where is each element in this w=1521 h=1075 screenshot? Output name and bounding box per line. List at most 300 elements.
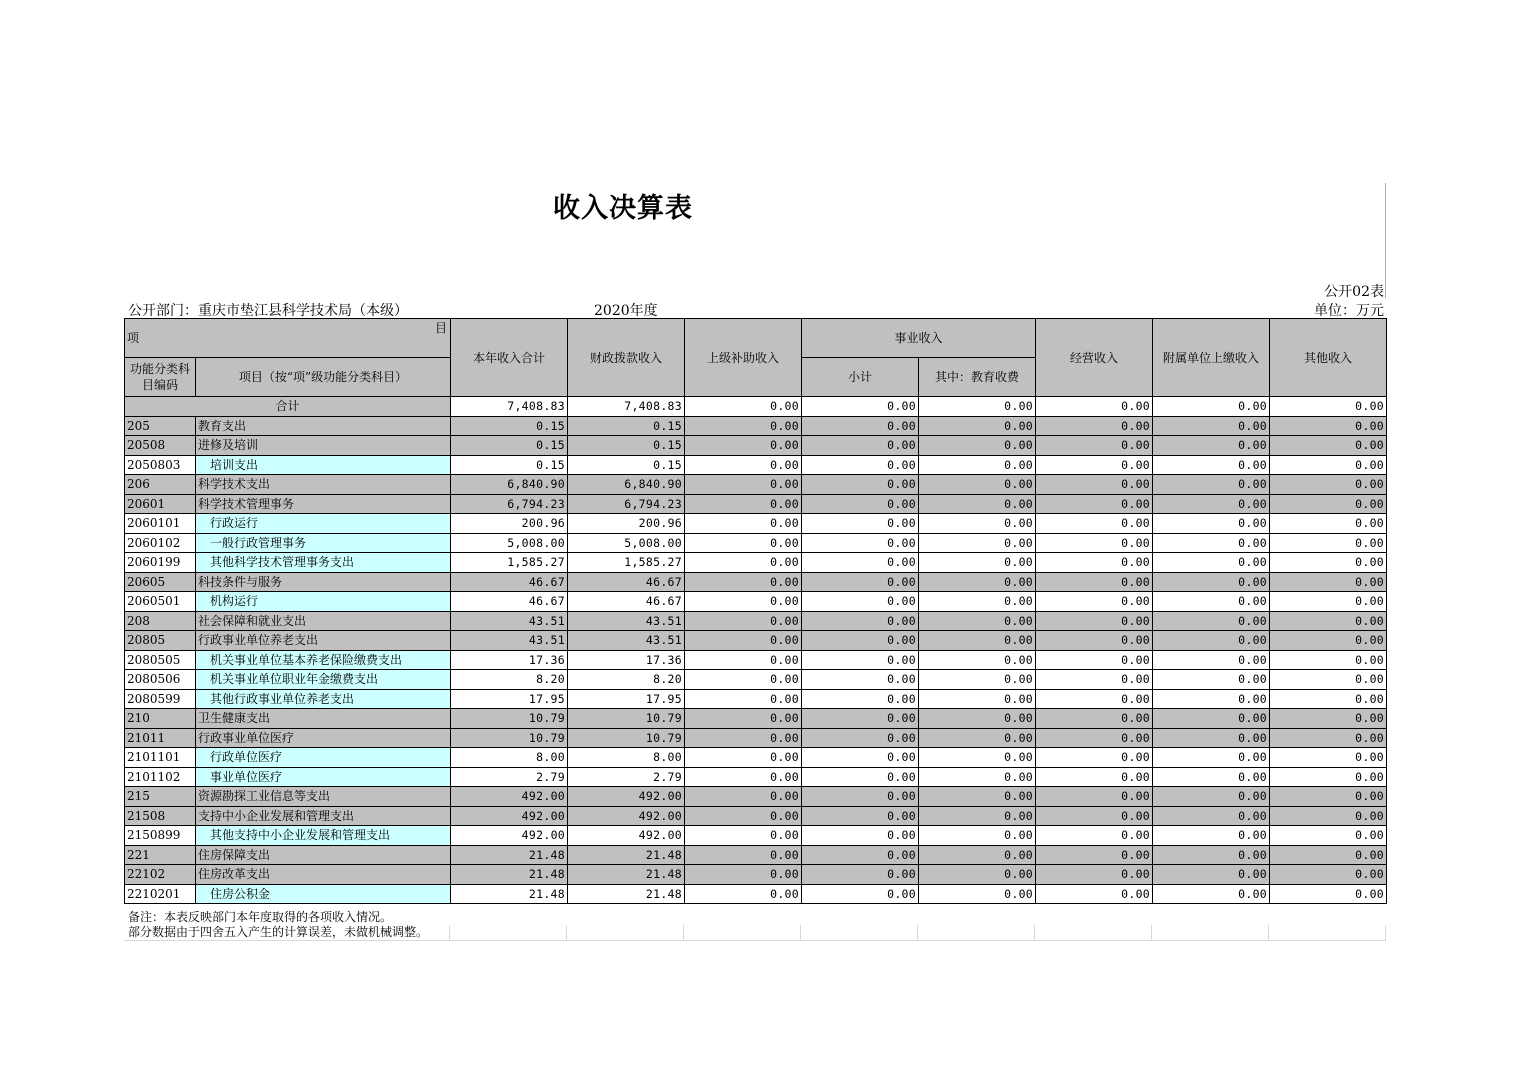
- row-value: 0.00: [1270, 572, 1387, 592]
- total-label: 合计: [125, 397, 451, 417]
- row-value: 0.15: [568, 436, 685, 456]
- row-value: 10.79: [451, 728, 568, 748]
- row-value: 492.00: [451, 787, 568, 807]
- table-body: [125, 397, 1387, 904]
- total-cell: 0.00: [1036, 397, 1153, 417]
- row-value: 0.00: [685, 709, 802, 729]
- row-value: 0.00: [1153, 611, 1270, 631]
- table-row: [125, 455, 1387, 475]
- row-value: 17.95: [568, 689, 685, 709]
- row-name: 行政事业单位医疗: [196, 728, 451, 748]
- row-value: 0.00: [802, 826, 919, 846]
- form-number: 公开02表: [1324, 284, 1384, 300]
- row-value: 21.48: [568, 884, 685, 904]
- row-value: 1,585.27: [568, 553, 685, 573]
- row-value: 0.00: [685, 806, 802, 826]
- header-affiliate: 附属单位上缴收入: [1153, 319, 1270, 397]
- row-value: 0.00: [1153, 787, 1270, 807]
- row-value: 0.00: [1036, 416, 1153, 436]
- row-value: 43.51: [568, 611, 685, 631]
- row-value: 492.00: [568, 826, 685, 846]
- row-value: 0.00: [802, 689, 919, 709]
- row-value: 0.00: [1036, 767, 1153, 787]
- note-cell-divider: [1034, 925, 1035, 940]
- row-value: 0.00: [685, 592, 802, 612]
- row-value: 0.00: [1270, 611, 1387, 631]
- row-value: 0.00: [1153, 436, 1270, 456]
- row-value: 0.00: [1153, 475, 1270, 495]
- note-cell-divider: [800, 925, 801, 940]
- row-code: 2050803: [125, 455, 196, 475]
- row-value: 0.00: [1036, 787, 1153, 807]
- row-name: 社会保障和就业支出: [196, 611, 451, 631]
- row-value: 6,840.90: [451, 475, 568, 495]
- row-value: 200.96: [568, 514, 685, 534]
- row-value: 0.00: [919, 748, 1036, 768]
- table-row: [125, 533, 1387, 553]
- row-value: 0.00: [919, 689, 1036, 709]
- row-code: 2210201: [125, 884, 196, 904]
- row-value: 0.00: [802, 494, 919, 514]
- row-code: 21011: [125, 728, 196, 748]
- note-cell-divider: [917, 925, 918, 940]
- row-value: 0.00: [802, 845, 919, 865]
- row-value: 0.00: [919, 787, 1036, 807]
- row-value: 0.00: [1036, 631, 1153, 651]
- row-value: 0.00: [1153, 806, 1270, 826]
- row-value: 492.00: [568, 787, 685, 807]
- row-value: 0.00: [1270, 631, 1387, 651]
- row-code: 208: [125, 611, 196, 631]
- row-value: 0.00: [1270, 533, 1387, 553]
- note-cell-divider: [1268, 925, 1269, 940]
- row-value: 0.00: [1153, 514, 1270, 534]
- row-value: 46.67: [451, 592, 568, 612]
- row-value: 0.00: [685, 494, 802, 514]
- row-code: 2150899: [125, 826, 196, 846]
- row-value: 17.95: [451, 689, 568, 709]
- row-value: 0.00: [919, 416, 1036, 436]
- row-value: 0.00: [802, 611, 919, 631]
- row-value: 0.00: [685, 533, 802, 553]
- note-rounding-row: [124, 925, 1386, 941]
- row-value: 0.00: [919, 767, 1036, 787]
- row-value: 0.00: [919, 553, 1036, 573]
- table-row: [125, 865, 1387, 885]
- header-xiang: 项: [127, 331, 140, 345]
- row-value: 8.00: [568, 748, 685, 768]
- row-value: 0.00: [1153, 416, 1270, 436]
- row-value: 0.00: [1036, 475, 1153, 495]
- row-code: 2060102: [125, 533, 196, 553]
- note-cell-divider: [566, 925, 567, 940]
- row-value: 46.67: [568, 592, 685, 612]
- row-name: 其他科学技术管理事务支出: [196, 553, 451, 573]
- row-value: 0.00: [802, 806, 919, 826]
- row-value: 0.00: [1036, 670, 1153, 690]
- row-value: 0.00: [1270, 845, 1387, 865]
- table-row: [125, 611, 1387, 631]
- row-value: 0.00: [1153, 592, 1270, 612]
- row-value: 0.00: [1270, 436, 1387, 456]
- row-value: 0.00: [1036, 865, 1153, 885]
- table-row: [125, 436, 1387, 456]
- row-value: 0.00: [919, 592, 1036, 612]
- row-value: 1,585.27: [451, 553, 568, 573]
- table-row: [125, 514, 1387, 534]
- row-value: 0.00: [1270, 826, 1387, 846]
- row-value: 10.79: [451, 709, 568, 729]
- row-value: 0.00: [1036, 845, 1153, 865]
- row-value: 0.00: [1153, 748, 1270, 768]
- row-value: 10.79: [568, 709, 685, 729]
- table-row: [125, 494, 1387, 514]
- row-value: 0.00: [685, 572, 802, 592]
- row-value: 2.79: [568, 767, 685, 787]
- row-name: 科学技术支出: [196, 475, 451, 495]
- row-name: 培训支出: [196, 455, 451, 475]
- row-name: 卫生健康支出: [196, 709, 451, 729]
- table-row: [125, 475, 1387, 495]
- row-value: 0.00: [919, 865, 1036, 885]
- row-value: 0.00: [1270, 416, 1387, 436]
- table-row: [125, 416, 1387, 436]
- row-value: 0.00: [919, 611, 1036, 631]
- row-value: 43.51: [451, 631, 568, 651]
- row-value: 0.00: [685, 514, 802, 534]
- row-value: 0.00: [1153, 728, 1270, 748]
- total-cell: 7,408.83: [451, 397, 568, 417]
- row-value: 0.00: [1270, 494, 1387, 514]
- row-value: 21.48: [568, 845, 685, 865]
- row-name: 机关事业单位基本养老保险缴费支出: [196, 650, 451, 670]
- row-name: 机构运行: [196, 592, 451, 612]
- unit-label: 单位：万元: [1314, 303, 1384, 319]
- row-value: 0.00: [1270, 592, 1387, 612]
- row-value: 0.00: [802, 592, 919, 612]
- row-value: 0.00: [802, 553, 919, 573]
- header-business: 经营收入: [1036, 319, 1153, 397]
- row-value: 0.00: [1270, 787, 1387, 807]
- row-value: 0.00: [1153, 826, 1270, 846]
- row-name: 行政单位医疗: [196, 748, 451, 768]
- table-row: [125, 806, 1387, 826]
- row-value: 0.00: [919, 845, 1036, 865]
- row-name: 住房公积金: [196, 884, 451, 904]
- header-code: 功能分类科目编码: [125, 358, 196, 397]
- row-value: 0.00: [1036, 709, 1153, 729]
- header-fiscal: 财政拨款收入: [568, 319, 685, 397]
- department-label: 公开部门：重庆市垫江县科学技术局（本级）: [128, 303, 408, 319]
- row-value: 0.00: [685, 787, 802, 807]
- page-right-rule: [1385, 183, 1386, 298]
- table-row: [125, 553, 1387, 573]
- row-value: 0.00: [1270, 689, 1387, 709]
- row-value: 0.00: [1153, 865, 1270, 885]
- row-name: 科学技术管理事务: [196, 494, 451, 514]
- header-career-edu: 其中：教育收费: [919, 358, 1036, 397]
- row-value: 0.15: [451, 416, 568, 436]
- row-value: 46.67: [568, 572, 685, 592]
- row-value: 0.15: [568, 416, 685, 436]
- row-value: 0.00: [919, 455, 1036, 475]
- row-name: 事业单位医疗: [196, 767, 451, 787]
- row-value: 0.00: [685, 884, 802, 904]
- row-value: 0.00: [802, 631, 919, 651]
- page-title: 收入决算表: [553, 193, 693, 224]
- note-cell-divider: [1151, 925, 1152, 940]
- row-value: 21.48: [451, 865, 568, 885]
- row-value: 8.00: [451, 748, 568, 768]
- row-value: 0.00: [685, 689, 802, 709]
- row-name: 支持中小企业发展和管理支出: [196, 806, 451, 826]
- row-value: 0.00: [919, 650, 1036, 670]
- row-value: 43.51: [451, 611, 568, 631]
- header-total: 本年收入合计: [451, 319, 568, 397]
- income-table: [124, 318, 1387, 904]
- row-value: 0.00: [1036, 748, 1153, 768]
- table-row: [125, 845, 1387, 865]
- total-cell: 0.00: [1270, 397, 1387, 417]
- row-value: 0.00: [919, 533, 1036, 553]
- row-code: 20805: [125, 631, 196, 651]
- total-cell: 7,408.83: [568, 397, 685, 417]
- row-code: 2101101: [125, 748, 196, 768]
- row-value: 0.00: [685, 611, 802, 631]
- row-value: 6,794.23: [568, 494, 685, 514]
- table-row: [125, 592, 1387, 612]
- row-code: 2060501: [125, 592, 196, 612]
- row-value: 0.00: [802, 572, 919, 592]
- row-name: 一般行政管理事务: [196, 533, 451, 553]
- row-value: 0.00: [919, 631, 1036, 651]
- row-value: 0.00: [1036, 553, 1153, 573]
- row-code: 206: [125, 475, 196, 495]
- row-value: 492.00: [451, 806, 568, 826]
- row-name: 住房保障支出: [196, 845, 451, 865]
- row-value: 0.00: [919, 475, 1036, 495]
- row-value: 0.00: [1036, 884, 1153, 904]
- row-value: 21.48: [451, 884, 568, 904]
- note-cell-divider: [683, 925, 684, 940]
- row-value: 492.00: [451, 826, 568, 846]
- row-value: 0.00: [1036, 514, 1153, 534]
- row-name: 住房改革支出: [196, 865, 451, 885]
- row-name: 其他支持中小企业发展和管理支出: [196, 826, 451, 846]
- row-value: 0.00: [1153, 533, 1270, 553]
- row-code: 22102: [125, 865, 196, 885]
- row-code: 2080505: [125, 650, 196, 670]
- row-value: 0.00: [802, 884, 919, 904]
- row-value: 0.00: [1036, 533, 1153, 553]
- row-name: 行政事业单位养老支出: [196, 631, 451, 651]
- row-value: 43.51: [568, 631, 685, 651]
- row-code: 21508: [125, 806, 196, 826]
- row-value: 0.00: [802, 670, 919, 690]
- row-value: 0.00: [802, 475, 919, 495]
- row-value: 0.15: [451, 455, 568, 475]
- row-value: 0.00: [685, 416, 802, 436]
- row-value: 0.00: [685, 826, 802, 846]
- header-name: 项目（按“项”级功能分类科目）: [196, 358, 451, 397]
- row-value: 8.20: [451, 670, 568, 690]
- row-value: 0.00: [1270, 748, 1387, 768]
- row-value: 0.00: [1153, 845, 1270, 865]
- row-value: 0.00: [685, 845, 802, 865]
- row-value: 10.79: [568, 728, 685, 748]
- row-value: 17.36: [568, 650, 685, 670]
- row-code: 210: [125, 709, 196, 729]
- row-value: 0.00: [685, 553, 802, 573]
- row-value: 0.00: [1153, 553, 1270, 573]
- row-value: 0.00: [802, 787, 919, 807]
- row-value: 46.67: [451, 572, 568, 592]
- row-value: 0.00: [1270, 650, 1387, 670]
- row-value: 0.00: [1270, 767, 1387, 787]
- row-code: 221: [125, 845, 196, 865]
- table-header: [125, 319, 1387, 397]
- total-cell: 0.00: [802, 397, 919, 417]
- note-remark: 备注：本表反映部门本年度取得的各项收入情况。: [128, 910, 393, 924]
- table-row: [125, 631, 1387, 651]
- row-code: 2060101: [125, 514, 196, 534]
- row-value: 0.00: [919, 572, 1036, 592]
- row-code: 20605: [125, 572, 196, 592]
- row-code: 215: [125, 787, 196, 807]
- row-value: 0.00: [802, 650, 919, 670]
- total-row: [125, 397, 1387, 417]
- row-value: 0.00: [802, 748, 919, 768]
- note-cell-divider: [1385, 925, 1386, 940]
- fiscal-year: 2020年度: [594, 303, 658, 319]
- row-value: 0.00: [685, 436, 802, 456]
- row-value: 0.00: [685, 865, 802, 885]
- row-value: 21.48: [451, 845, 568, 865]
- note-cell-divider: [449, 925, 450, 940]
- row-value: 0.00: [1036, 689, 1153, 709]
- row-value: 0.00: [1153, 650, 1270, 670]
- row-value: 0.00: [1270, 455, 1387, 475]
- row-value: 5,008.00: [451, 533, 568, 553]
- row-value: 0.00: [1270, 670, 1387, 690]
- row-value: 5,008.00: [568, 533, 685, 553]
- row-code: 20601: [125, 494, 196, 514]
- row-name: 科技条件与服务: [196, 572, 451, 592]
- row-value: 0.00: [802, 865, 919, 885]
- row-value: 200.96: [451, 514, 568, 534]
- row-value: 0.00: [1270, 728, 1387, 748]
- row-value: 0.00: [802, 709, 919, 729]
- header-mu: 目: [435, 321, 448, 335]
- row-value: 0.00: [802, 728, 919, 748]
- table-row: [125, 826, 1387, 846]
- row-value: 17.36: [451, 650, 568, 670]
- row-value: 0.00: [1036, 494, 1153, 514]
- row-value: 21.48: [568, 865, 685, 885]
- table-row: [125, 650, 1387, 670]
- row-value: 0.00: [802, 767, 919, 787]
- row-value: 0.00: [685, 728, 802, 748]
- total-cell: 0.00: [919, 397, 1036, 417]
- row-value: 0.00: [1036, 436, 1153, 456]
- table-row: [125, 572, 1387, 592]
- row-value: 0.00: [685, 455, 802, 475]
- table-row: [125, 728, 1387, 748]
- header-career-subtotal: 小计: [802, 358, 919, 397]
- row-value: 0.00: [802, 514, 919, 534]
- row-value: 0.00: [1270, 709, 1387, 729]
- row-code: 2101102: [125, 767, 196, 787]
- row-value: 0.00: [919, 514, 1036, 534]
- row-code: 2060199: [125, 553, 196, 573]
- row-value: 0.00: [1036, 650, 1153, 670]
- row-value: 0.00: [1036, 826, 1153, 846]
- row-value: 0.00: [919, 436, 1036, 456]
- row-value: 0.00: [1153, 884, 1270, 904]
- row-value: 0.00: [1036, 728, 1153, 748]
- header-career: 事业收入: [802, 319, 1036, 358]
- table-row: [125, 709, 1387, 729]
- row-value: 0.00: [1153, 709, 1270, 729]
- table-row: [125, 689, 1387, 709]
- row-value: 0.00: [685, 767, 802, 787]
- row-value: 0.00: [1036, 572, 1153, 592]
- row-value: 0.00: [1270, 884, 1387, 904]
- row-value: 8.20: [568, 670, 685, 690]
- row-value: 0.00: [1036, 806, 1153, 826]
- row-value: 492.00: [568, 806, 685, 826]
- row-value: 0.00: [919, 670, 1036, 690]
- row-value: 0.00: [802, 416, 919, 436]
- row-value: 0.00: [685, 748, 802, 768]
- row-name: 进修及培训: [196, 436, 451, 456]
- row-value: 0.00: [802, 455, 919, 475]
- row-name: 其他行政事业单位养老支出: [196, 689, 451, 709]
- row-value: 0.00: [1270, 514, 1387, 534]
- row-value: 0.00: [1153, 689, 1270, 709]
- row-value: 2.79: [451, 767, 568, 787]
- row-value: 0.00: [919, 826, 1036, 846]
- row-value: 0.00: [685, 631, 802, 651]
- header-other: 其他收入: [1270, 319, 1387, 397]
- table-row: [125, 670, 1387, 690]
- row-value: 0.00: [1153, 670, 1270, 690]
- header-xiang-mu: [125, 319, 451, 358]
- row-value: 0.00: [1270, 865, 1387, 885]
- row-value: 0.00: [1153, 572, 1270, 592]
- row-value: 0.00: [1153, 455, 1270, 475]
- row-value: 0.00: [1153, 767, 1270, 787]
- row-name: 机关事业单位职业年金缴费支出: [196, 670, 451, 690]
- row-value: 0.00: [1270, 475, 1387, 495]
- row-value: 0.00: [802, 533, 919, 553]
- row-value: 6,840.90: [568, 475, 685, 495]
- row-value: 0.00: [1036, 592, 1153, 612]
- header-superior: 上级补助收入: [685, 319, 802, 397]
- row-code: 20508: [125, 436, 196, 456]
- row-value: 0.00: [1270, 553, 1387, 573]
- table-row: [125, 748, 1387, 768]
- row-value: 6,794.23: [451, 494, 568, 514]
- row-code: 2080599: [125, 689, 196, 709]
- table-row: [125, 767, 1387, 787]
- row-value: 0.00: [1036, 611, 1153, 631]
- table-row: [125, 884, 1387, 904]
- table-row: [125, 787, 1387, 807]
- row-value: 0.00: [802, 436, 919, 456]
- row-name: 教育支出: [196, 416, 451, 436]
- row-code: 2080506: [125, 670, 196, 690]
